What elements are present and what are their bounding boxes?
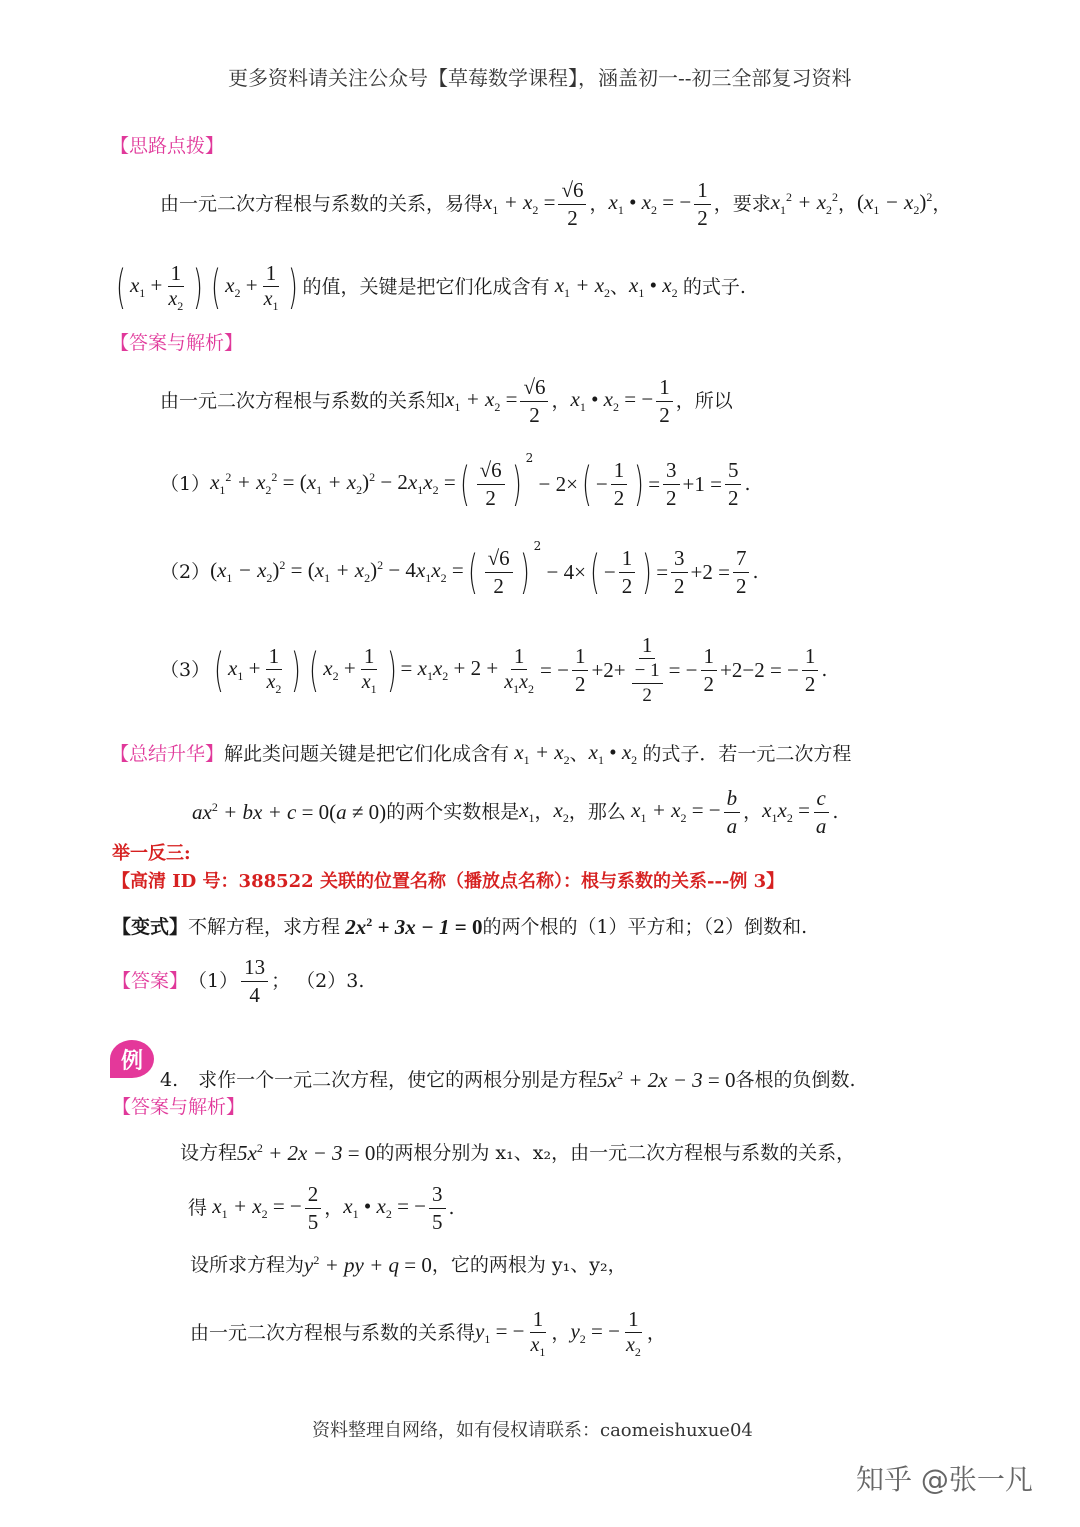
hint-text-d: 的式子.: [682, 275, 746, 298]
variant-answer-a: （1）: [188, 969, 239, 992]
example-text-b: 各根的负倒数.: [735, 1068, 856, 1091]
summary-line2-b: ，那么: [568, 800, 626, 823]
solution-item-1: （1） $x_1^2 + x_2^2 = (x_1 + x_2)^2 - 2x_1x_2$ = ( $\frac{√6}{2}$ ) $^2$ − 2× ( − $\frac{1}{2}$ ) = $\frac{3}{2}$ +1 = $\frac{5}{2}$ .: [160, 451, 751, 511]
variant-tag: 【变式】: [112, 915, 189, 938]
example-text-a: 求作一个一元二次方程，使它的两根分别是方程: [198, 1068, 598, 1091]
summary-tag: 【总结升华】: [110, 742, 225, 765]
ans2-line3-b: ，它的两根为 y₁、y₂，: [431, 1253, 627, 1276]
answer-intro-b: ，所以: [675, 389, 733, 412]
variant-answer-tag: 【答案】: [112, 969, 189, 992]
answer-intro: 由一元二次方程根与系数的关系知 $x_1 + x_2$ = $\frac{√6}{2}$ ， $x_1$ • $x_2$ = − $\frac{1}{2}$ ，所以: [160, 375, 733, 427]
hint-tag: 【思路点拨】: [110, 135, 225, 157]
summary-text: 解此类问题关键是把它们化成含有: [224, 742, 510, 765]
variant-heading: 举一反三:: [112, 843, 191, 864]
variant-answer: 【答案】 （1） $\frac{13}{4}$ ； （2）3.: [112, 955, 365, 1007]
summary-text-b: 的式子．若一元二次方程: [642, 742, 852, 765]
hint-line-1: 由一元二次方程根与系数的关系，易得 $x_1 + x_2$ = $\frac{√6}{2}$ ， $x_1$ • $x_2$ = − $\frac{1}{2}$ ，要求 $x_1^2 + x_2^2$ ， $(x_1 - x_2)^2$ ，: [160, 178, 952, 230]
item-1-label: （1）: [160, 472, 211, 495]
solution-item-2: （2） $(x_1 - x_2)^2 = (x_1 + x_2)^2 - 4x_1x_2$ = ( $\frac{√6}{2}$ ) $^2$ − 4× ( − $\frac{1}{2}$ ) = $\frac{3}{2}$ +2 = $\frac{7}{2}$ .: [160, 539, 759, 599]
hint-text-a: 由一元二次方程根与系数的关系，易得: [160, 192, 484, 215]
example-badge-icon: 例: [110, 1040, 154, 1078]
variant-answer-b: ； （2）3.: [271, 969, 365, 992]
answer-intro-a: 由一元二次方程根与系数的关系知: [160, 389, 446, 412]
page-footer: 资料整理自网络，如有侵权请联系：caomeishuxue04: [312, 1420, 753, 1441]
hint-text-b: ，要求: [713, 192, 771, 215]
ans2-line-2: 得 $x_1 + x_2$ = − $\frac{2}{5}$ ， $x_1$ • $x_2$ = − $\frac{3}{5}$ .: [188, 1182, 455, 1234]
summary-line-2: $ax^2$ + bx + c = 0(a ≠ 0) 的两个实数根是 $x_1$ ， $x_2$ ，那么 $x_1 + x_2$ = − $\frac{b}{a}$ ， $x_1x_2$ = $\frac{c}{a}$ .: [192, 786, 839, 838]
page-header: 更多资料请关注公众号【草莓数学课程】，涵盖初一--初三全部复习资料: [228, 66, 852, 90]
solution-item-3: （3） ( $x_1$ + $\frac{1}{x_2}$ ) ( $x_2$ + $\frac{1}{x_1}$ ) = $x_1x_2 + 2$ + $\frac{1}{x_1x_2}$ = − $\frac{1}{2}$ +2+ $\frac{1}{\frac{- 1}{2}}$ = − $\frac{1}{2}$ +2−2 = − $\frac{1}{2}$ .: [160, 633, 828, 707]
hint-text-c: 的值，关键是把它们化成含有: [302, 275, 550, 298]
ans2-line4-a: 由一元二次方程根与系数的关系得: [190, 1321, 476, 1344]
variant-text-b: 的两个根的（1）平方和；（2）倒数和.: [482, 915, 808, 938]
item-3-label: （3）: [160, 658, 211, 681]
ans2-line1-b: 的两根分别为 x₁、x₂，由一元二次方程根与系数的关系，: [375, 1141, 856, 1164]
summary-line-1: 【总结升华】 解此类问题关键是把它们化成含有 $x_1 + x_2$ 、 $x_1$ • $x_2$ 的式子．若一元二次方程: [110, 739, 852, 768]
ans2-line-1: 设方程 $5x^2 + 2x - 3 = 0$ 的两根分别为 x₁、x₂，由一元二次方程根与系数的关系，: [180, 1141, 856, 1165]
summary-line2-a: 的两个实数根是: [386, 800, 520, 823]
hint-line-2: ( $x_1$ + $\frac{1}{x_2}$ ) ( $x_2$ + $\frac{1}{x_1}$ ) 的值，关键是把它们化成含有 $x_1 + x_2$ 、 $x_1$ • $x_2$ 的式子.: [116, 260, 746, 314]
answer2-tag: 【答案与解析】: [112, 1096, 246, 1118]
zhihu-watermark: 知乎 @张一凡: [856, 1463, 1033, 1496]
ans2-line2-a: 得: [188, 1196, 208, 1219]
ans2-line3-a: 设所求方程为: [190, 1253, 305, 1276]
item-2-label: （2）: [160, 560, 211, 583]
ans2-line-3: 设所求方程为 $y^2$ + py + q = 0 ，它的两根为 y₁、y₂，: [190, 1253, 627, 1277]
example-number: 4.: [160, 1068, 179, 1091]
ans2-line1-a: 设方程: [180, 1141, 238, 1164]
hd-id-line: 【高清 ID 号：388522 关联的位置名称（播放点名称）：根与系数的关系---例 3】: [112, 871, 785, 892]
example-4-line: 4. 求作一个一元二次方程，使它的两根分别是方程 $5x^2 + 2x - 3 = 0$ 各根的负倒数.: [160, 1068, 856, 1092]
ans2-line-4: 由一元二次方程根与系数的关系得 $y_1$ = − $\frac{1}{x_1}$ ， $y_2$ = − $\frac{1}{x_2}$ ，: [190, 1306, 666, 1359]
variant-line: 【变式】 不解方程，求方程 $2x^2 + 3x - 1 = 0$ 的两个根的（1）平方和；（2）倒数和.: [112, 915, 808, 939]
variant-text-a: 不解方程，求方程: [188, 915, 341, 938]
answer-tag: 【答案与解析】: [110, 332, 244, 354]
